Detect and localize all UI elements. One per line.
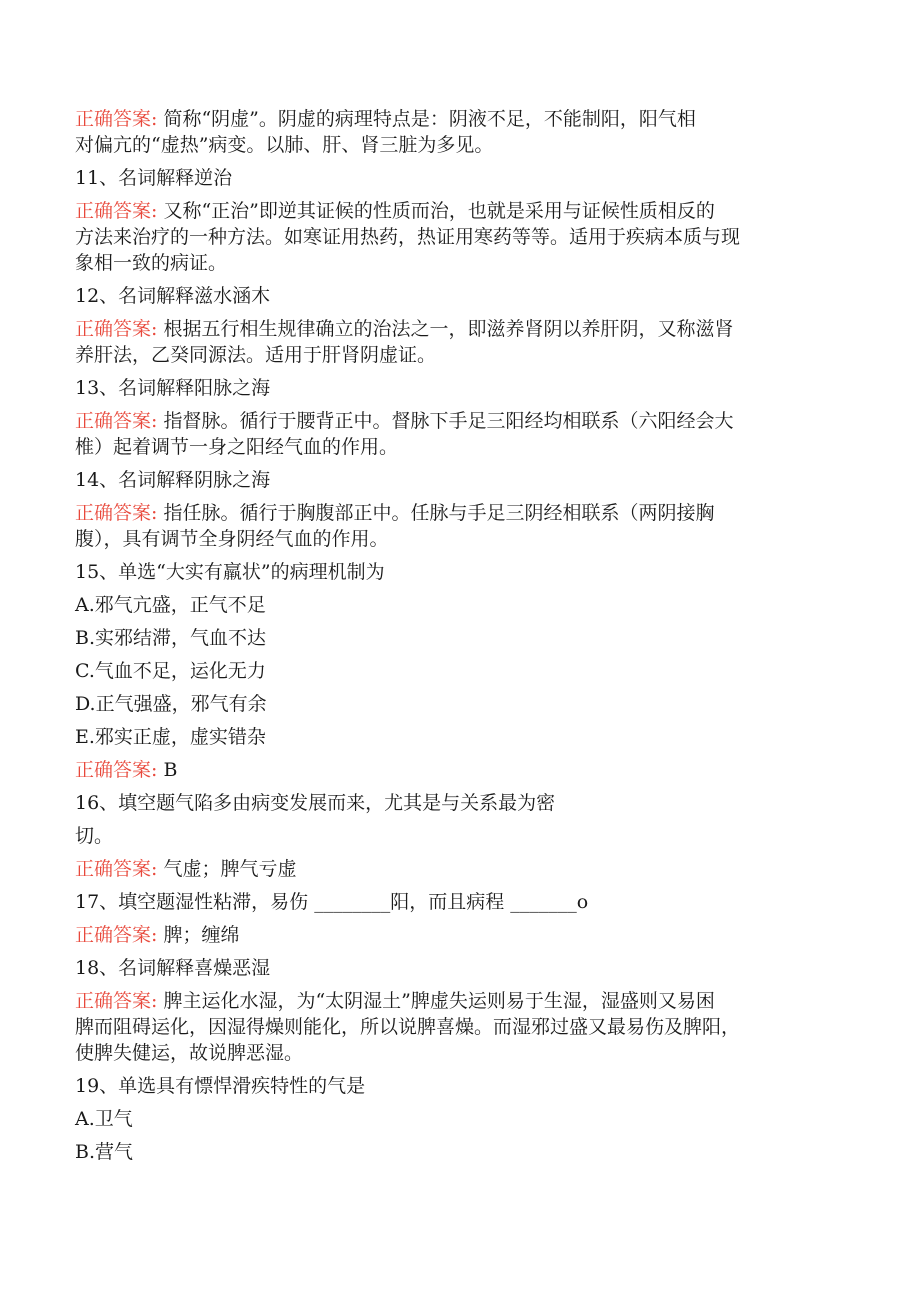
question-line: 12、名词解释滋水涵木 [75, 285, 271, 307]
answer-line [75, 250, 845, 276]
option-line: D.正气强盛，邪气有余 [75, 693, 267, 715]
answer-text: 象相一致的病证。 [75, 252, 228, 274]
answer-label: 正确答案: [75, 858, 158, 880]
answer-label: 正确答案: [75, 759, 158, 781]
answer-text: 脾；缠绵 [157, 924, 240, 946]
option-line: E.邪实正虚，虚实错杂 [75, 726, 266, 748]
option-line: A.卫气 [75, 1108, 133, 1130]
answer-line [75, 106, 845, 132]
question-line: 14、名词解释阴脉之海 [75, 469, 271, 491]
answer-label: 正确答案: [75, 410, 158, 432]
answer-label: 正确答案: [75, 990, 158, 1012]
answer-text: 根据五行相生规律确立的治法之一，即滋养肾阴以养肝阴，又称滋肾 [157, 318, 734, 340]
answer-text: 对偏亢的“虚热”病变。以肺、肝、肾三脏为多见。 [75, 134, 494, 156]
answer-label: 正确答案: [75, 502, 158, 524]
answer-text: 气虚；脾气亏虚 [157, 858, 297, 880]
answer-label: 正确答案: [75, 108, 158, 130]
answer-text: 简称“阴虚”。阴虚的病理特点是：阴液不足，不能制阳，阳气相 [157, 108, 696, 130]
answer-text: 使脾失健运，故说脾恶湿。 [75, 1042, 304, 1064]
answer-text: 脾主运化水湿，为“太阴湿土”脾虚失运则易于生湿，湿盛则又易困 [157, 990, 715, 1012]
answer-text: 椎）起着调节一身之阳经气血的作用。 [75, 436, 399, 458]
answer-line [75, 342, 845, 368]
document-content [75, 106, 845, 1165]
option-line: B.营气 [75, 1141, 134, 1163]
answer-text: B [157, 759, 178, 781]
answer-line [75, 856, 845, 882]
answer-text: 腹），具有调节全身阴经气血的作用。 [75, 528, 389, 550]
answer-text: 又称“正治”即逆其证候的性质而治，也就是采用与证候性质相反的 [157, 200, 715, 222]
question-line: 19、单选具有慓悍滑疾特性的气是 [75, 1075, 366, 1097]
answer-label: 正确答案: [75, 924, 158, 946]
answer-line [75, 757, 845, 783]
question-line: 15、单选“大实有羸状”的病理机制为 [75, 561, 385, 583]
answer-line [75, 434, 845, 460]
answer-label: 正确答案: [75, 318, 158, 340]
option-line: B.实邪结滞，气血不达 [75, 627, 267, 649]
answer-line [75, 1040, 845, 1066]
answer-line [75, 1014, 845, 1040]
option-line: C.气血不足，运化无力 [75, 660, 266, 682]
answer-text: 指督脉。循行于腰背正中。督脉下手足三阳经均相联系（六阳经会大 [157, 410, 734, 432]
question-line: 18、名词解释喜燥恶湿 [75, 957, 271, 979]
question-line: 17、填空题湿性粘滞，易伤 ________阳，而且病程 _______o [75, 891, 589, 913]
question-line: 16、填空题气陷多由病变发展而来，尤其是与关系最为密 [75, 792, 556, 814]
answer-line [75, 408, 845, 434]
answer-line [75, 316, 845, 342]
question-line: 切。 [75, 825, 114, 847]
answer-text: 指任脉。循行于胸腹部正中。任脉与手足三阴经相联系（两阴接胸 [157, 502, 715, 524]
answer-label: 正确答案: [75, 200, 158, 222]
answer-line [75, 198, 845, 224]
document-page [75, 106, 845, 1165]
answer-line [75, 922, 845, 948]
answer-line [75, 500, 845, 526]
answer-text: 养肝法，乙癸同源法。适用于肝肾阴虚证。 [75, 344, 437, 366]
question-line: 11、名词解释逆治 [75, 167, 233, 189]
answer-text: 方法来治疗的一种方法。如寒证用热药，热证用寒药等等。适用于疾病本质与现 [75, 226, 741, 248]
answer-line [75, 988, 845, 1014]
answer-line [75, 526, 845, 552]
answer-line [75, 224, 845, 250]
question-line: 13、名词解释阳脉之海 [75, 377, 271, 399]
answer-line [75, 132, 845, 158]
option-line: A.邪气亢盛，正气不足 [75, 594, 266, 616]
answer-text: 脾而阻碍运化，因湿得燥则能化，所以说脾喜燥。而湿邪过盛又最易伤及脾阳， [75, 1016, 741, 1038]
